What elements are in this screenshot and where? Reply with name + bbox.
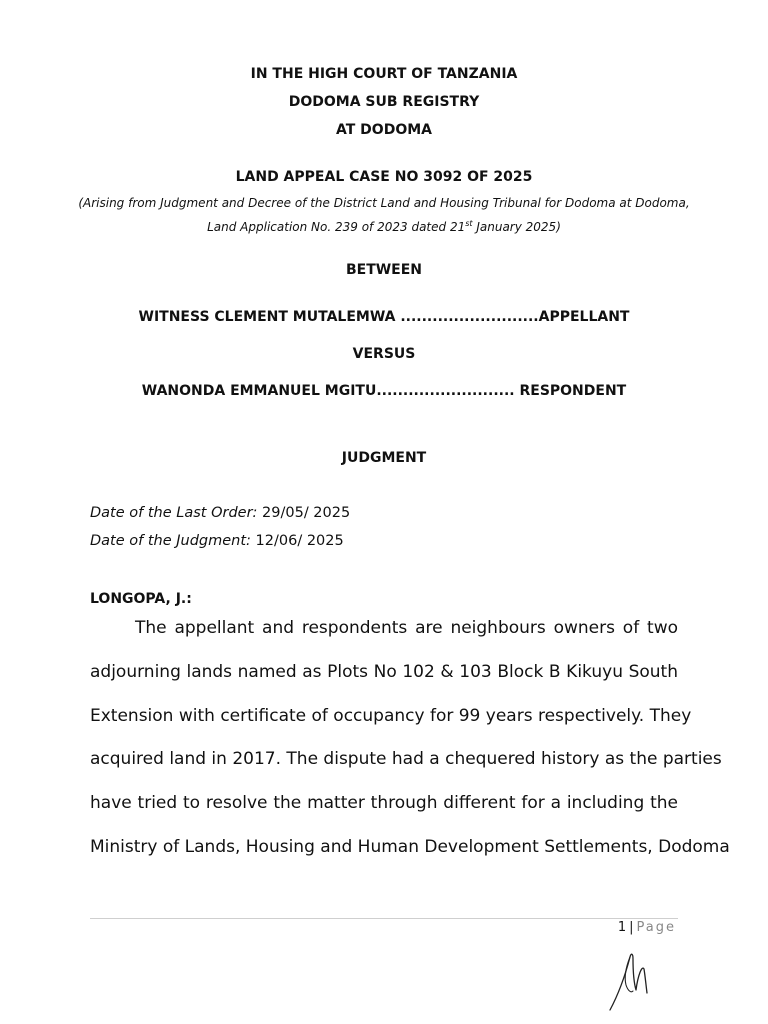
body-line-1: The appellant and respondents are neighbours owners of two: [135, 618, 678, 638]
case-origin-line-2: [0, 219, 768, 234]
judgment-date: [90, 533, 344, 549]
last-order-label: Date of the Last Order:: [90, 505, 258, 521]
page-label: Page: [636, 920, 676, 935]
page-number: 1: [617, 920, 627, 935]
registry-name: DODOMA SUB REGISTRY: [288, 94, 480, 110]
between-label: BETWEEN: [345, 262, 423, 278]
appellant-line: WITNESS CLEMENT MUTALEMWA ..........................APPELLANT: [138, 309, 630, 325]
judge-name: LONGOPA, J.:: [90, 591, 192, 607]
judgment-title: JUDGMENT: [341, 450, 427, 466]
signature-icon: [600, 945, 660, 1015]
footer-divider: [90, 918, 678, 919]
judgment-date-value: 12/06/ 2025: [250, 533, 344, 549]
case-origin-line-1: (Arising from Judgment and Decree of the District Land and Housing Tribunal for Dodoma at Dodoma,: [78, 196, 690, 210]
page-footer: [618, 920, 676, 935]
case-origin-text-b: January 2025): [472, 220, 561, 234]
versus-label: VERSUS: [352, 346, 416, 362]
court-name: IN THE HIGH COURT OF TANZANIA: [250, 66, 518, 82]
judgment-date-label: Date of the Judgment:: [90, 533, 251, 549]
body-line-3: Extension with certificate of occupancy for 99 years respectively. They: [90, 706, 692, 726]
last-order-value: 29/05/ 2025: [257, 505, 351, 521]
respondent-line: WANONDA EMMANUEL MGITU.......................... RESPONDENT: [141, 383, 627, 399]
page-separator: |: [629, 920, 634, 935]
court-location: AT DODOMA: [336, 122, 432, 138]
body-line-4: acquired land in 2017. The dispute had a chequered history as the parties: [90, 749, 722, 769]
case-title: LAND APPEAL CASE NO 3092 OF 2025: [235, 169, 533, 185]
body-line-5: have tried to resolve the matter through different for a including the: [90, 793, 678, 813]
body-line-6: Ministry of Lands, Housing and Human Development Settlements, Dodoma: [90, 837, 730, 857]
body-line-2: adjourning lands named as Plots No 102 & 103 Block B Kikuyu South: [90, 662, 678, 682]
case-origin-superscript: st: [465, 219, 473, 228]
case-origin-text-a: Land Application No. 239 of 2023 dated 21: [207, 220, 466, 234]
last-order-date: [90, 505, 350, 521]
